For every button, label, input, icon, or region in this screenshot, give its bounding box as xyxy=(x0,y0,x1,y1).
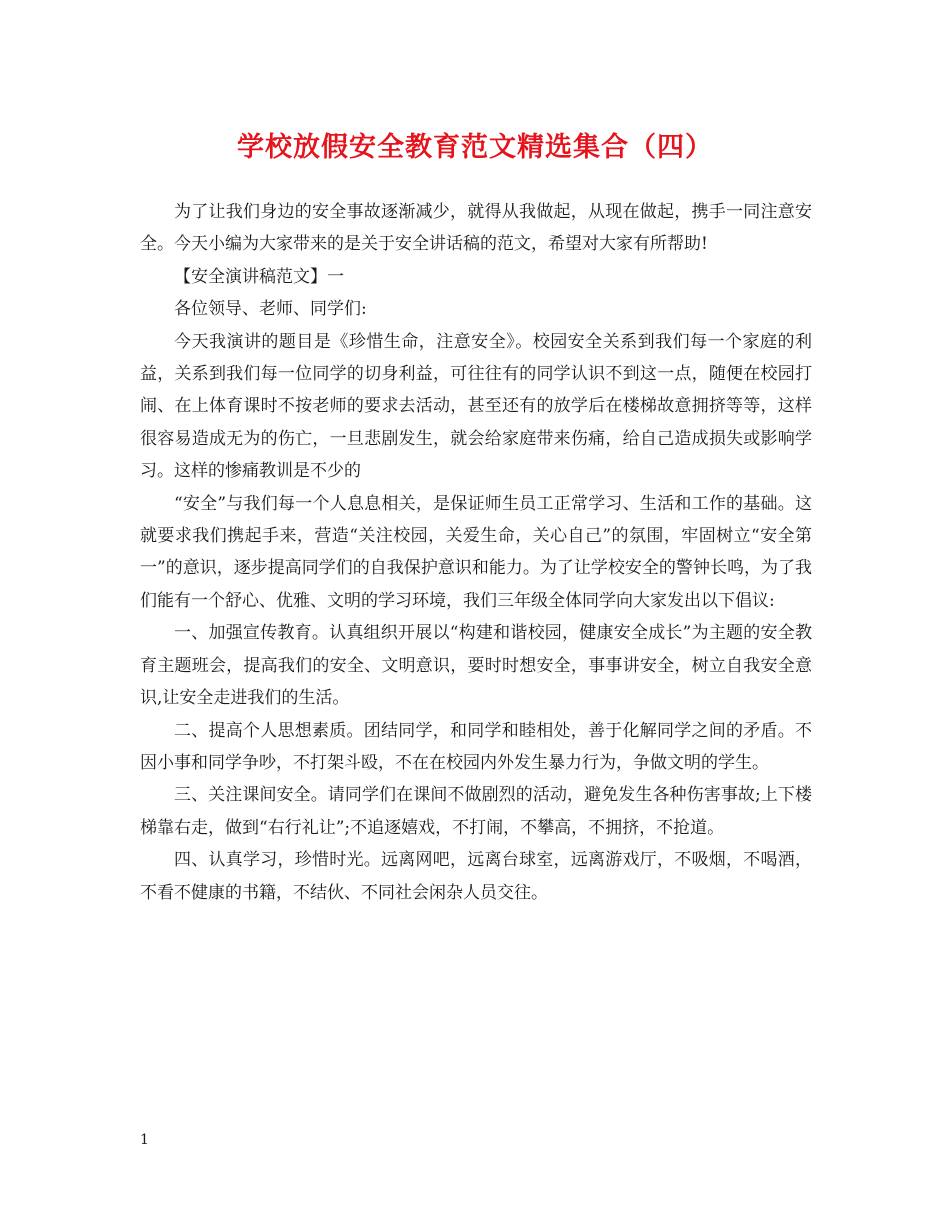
paragraph-safety-basis: “安全”与我们每一个人息息相关，是保证师生员工正常学习、生活和工作的基础。这就要求我们携起手来，营造“关注校园，关爱生命，关心自己”的氛围，牢固树立“安全第一”的意识，逐步提高同学们的自我保护意识和能力。为了让学校安全的警钟长鸣，为了我们能有一个舒心、优雅、文明的学习环境，我们三年级全体同学向大家发出以下倡议: xyxy=(140,493,812,611)
paragraph-salutation: 各位领导、老师、同学们: xyxy=(174,299,367,320)
paragraph-intro: 为了让我们身边的安全事故逐渐减少，就得从我做起，从现在做起，携手一同注意安全。今天小编为大家带来的是关于安全讲话稿的范文，希望对大家有所帮助! xyxy=(140,202,812,255)
paragraph-proposal-2: 二、提高个人思想素质。团结同学，和同学和睦相处，善于化解同学之间的矛盾。不因小事和同学争吵，不打架斗殴，不在在校园内外发生暴力行为，争做文明的学生。 xyxy=(140,720,812,773)
paragraph-proposal-3: 三、关注课间安全。请同学们在课间不做剧烈的活动，避免发生各种伤害事故;上下楼梯靠右走，做到“右行礼让”;不追逐嬉戏，不打闹，不攀高，不拥挤，不抢道。 xyxy=(140,785,812,838)
document-body xyxy=(140,196,812,909)
page-number: 1 xyxy=(140,1132,149,1148)
paragraph-speech-topic: 今天我演讲的题目是《珍惜生命，注意安全》。校园安全关系到我们每一个家庭的利益，关系到我们每一位同学的切身利益，可往往有的同学认识不到这一点，随便在校园打闹、在上体育课时不按老师的要求去活动，甚至还有的放学后在楼梯故意拥挤等等，这样很容易造成无为的伤亡，一旦悲剧发生，就会给家庭带来伤痛，给自己造成损失或影响学习。这样的惨痛教训是不少的 xyxy=(140,331,812,482)
paragraph-section-heading: 【安全演讲稿范文】一 xyxy=(174,266,344,287)
paragraph-proposal-4: 四、认真学习，珍惜时光。远离网吧，远离台球室，远离游戏厅，不吸烟，不喝酒，不看不健康的书籍，不结伙、不同社会闲杂人员交往。 xyxy=(140,850,812,903)
page-title: 学校放假安全教育范文精选集合（四） xyxy=(237,132,713,163)
paragraph-proposal-1: 一、加强宣传教育。认真组织开展以“构建和谐校园，健康安全成长”为主题的安全教育主题班会，提高我们的安全、文明意识，要时时想安全，事事讲安全，树立自我安全意识,让安全走进我们的生活。 xyxy=(140,623,812,709)
